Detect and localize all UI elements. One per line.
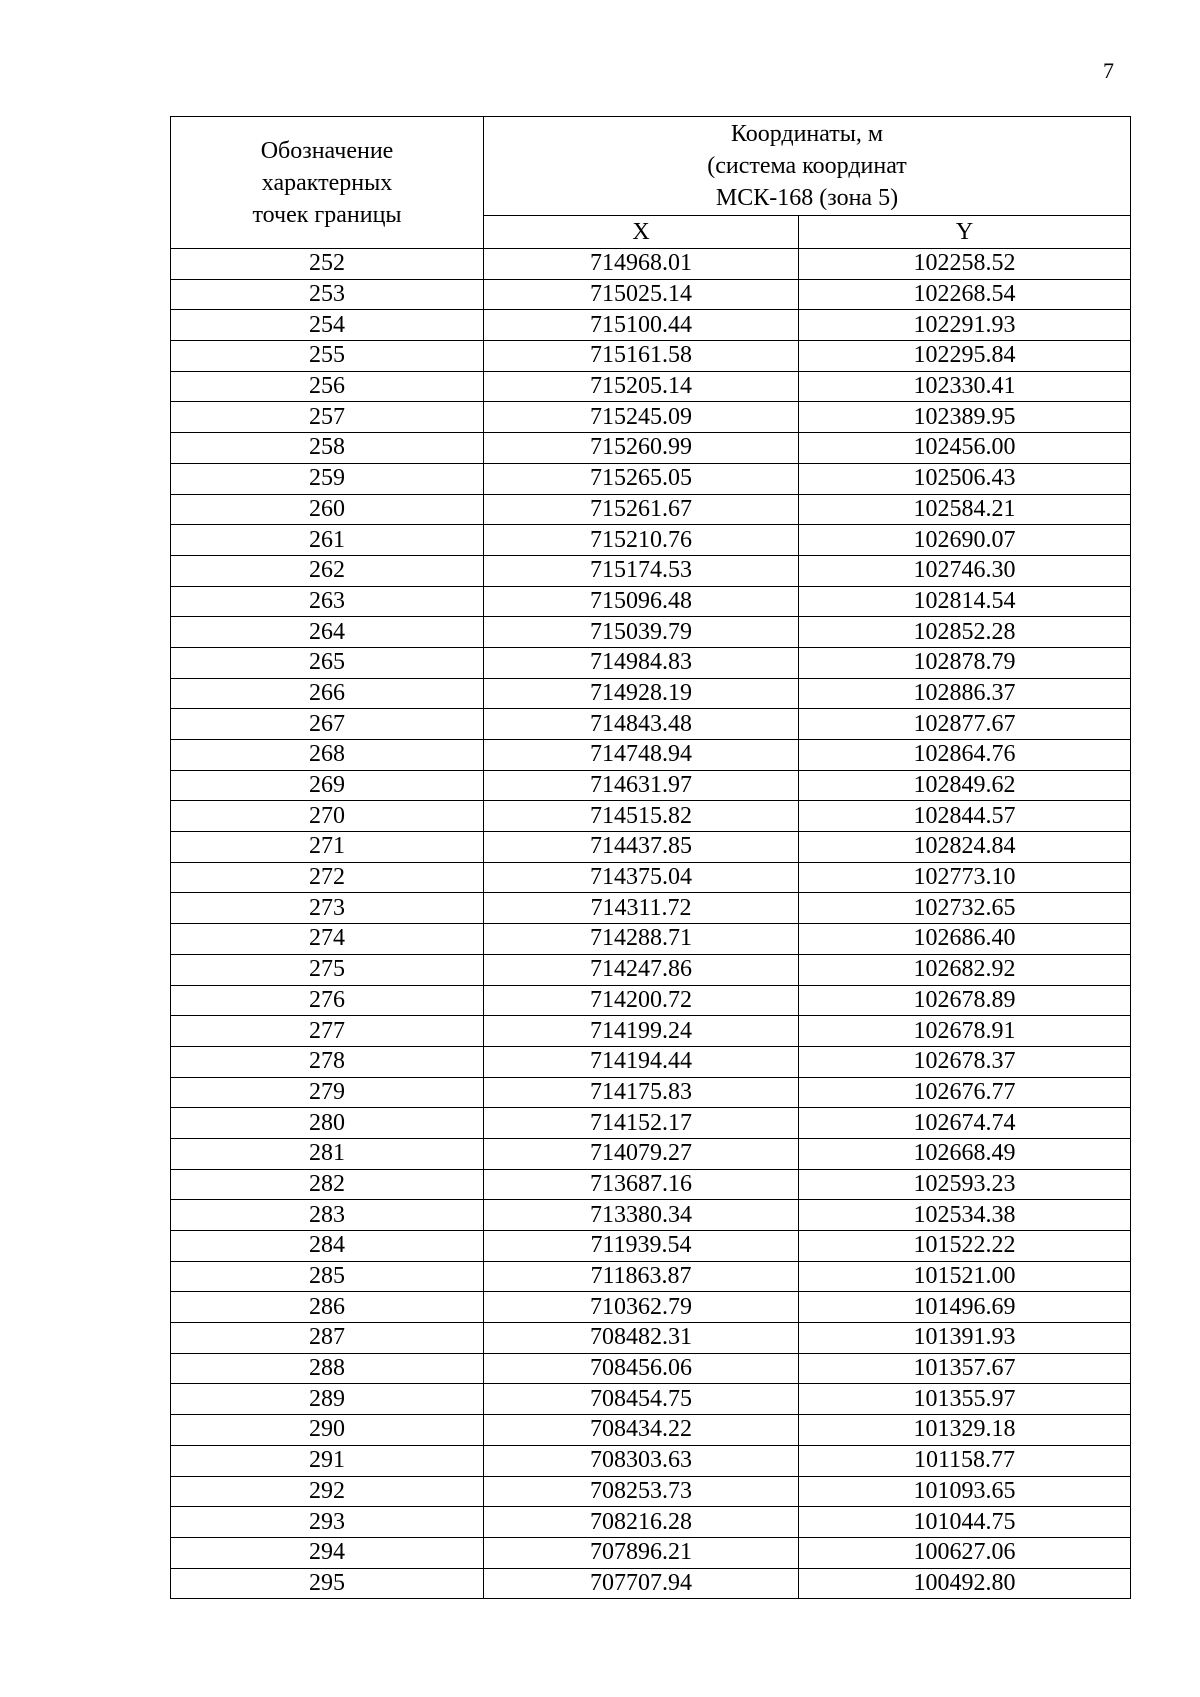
point-cell: 290 bbox=[171, 1415, 484, 1446]
x-coordinate-cell: 708456.06 bbox=[484, 1353, 799, 1384]
point-cell: 266 bbox=[171, 678, 484, 709]
point-cell: 276 bbox=[171, 985, 484, 1016]
y-coordinate-cell: 102773.10 bbox=[799, 862, 1131, 893]
table-row bbox=[171, 525, 1131, 556]
y-coordinate-cell: 102814.54 bbox=[799, 586, 1131, 617]
x-coordinate-cell: 714199.24 bbox=[484, 1016, 799, 1047]
x-coordinate-cell: 715039.79 bbox=[484, 617, 799, 648]
x-coordinate-cell: 714311.72 bbox=[484, 893, 799, 924]
point-header-line: Обозначение bbox=[260, 137, 394, 164]
y-coordinate-cell: 102674.74 bbox=[799, 1108, 1131, 1139]
y-coordinate-cell: 101044.75 bbox=[799, 1507, 1131, 1538]
x-coordinate-cell: 715265.05 bbox=[484, 463, 799, 494]
point-cell: 274 bbox=[171, 924, 484, 955]
boundary-points-table bbox=[170, 116, 1131, 1599]
x-coordinate-cell: 708216.28 bbox=[484, 1507, 799, 1538]
page-number: 7 bbox=[1103, 58, 1114, 83]
x-coordinate-cell: 710362.79 bbox=[484, 1292, 799, 1323]
x-coordinate-cell: 714968.01 bbox=[484, 249, 799, 280]
y-coordinate-cell: 102584.21 bbox=[799, 494, 1131, 525]
point-header-line: характерных bbox=[261, 169, 393, 196]
point-cell: 261 bbox=[171, 525, 484, 556]
y-coordinate-cell: 102678.91 bbox=[799, 1016, 1131, 1047]
y-coordinate-cell: 102678.89 bbox=[799, 985, 1131, 1016]
point-cell: 267 bbox=[171, 709, 484, 740]
point-cell: 254 bbox=[171, 310, 484, 341]
table-row bbox=[171, 494, 1131, 525]
x-coordinate-cell: 711863.87 bbox=[484, 1261, 799, 1292]
x-coordinate-cell: 714748.94 bbox=[484, 740, 799, 771]
point-cell: 295 bbox=[171, 1568, 484, 1599]
table-row bbox=[171, 1537, 1131, 1568]
point-cell: 291 bbox=[171, 1445, 484, 1476]
y-coordinate-cell: 101391.93 bbox=[799, 1323, 1131, 1354]
table-row bbox=[171, 954, 1131, 985]
table-row bbox=[171, 1323, 1131, 1354]
y-coordinate-cell: 101521.00 bbox=[799, 1261, 1131, 1292]
x-coordinate-cell: 707707.94 bbox=[484, 1568, 799, 1599]
coords-header-line: МСК-168 (зона 5) bbox=[715, 185, 899, 211]
x-coordinate-cell: 715174.53 bbox=[484, 555, 799, 586]
table-row bbox=[171, 893, 1131, 924]
x-coordinate-cell: 714984.83 bbox=[484, 647, 799, 678]
y-coordinate-cell: 102268.54 bbox=[799, 279, 1131, 310]
table-row bbox=[171, 1292, 1131, 1323]
x-coordinate-cell: 715245.09 bbox=[484, 402, 799, 433]
point-cell: 263 bbox=[171, 586, 484, 617]
y-coordinate-cell: 102389.95 bbox=[799, 402, 1131, 433]
x-coordinate-cell: 714843.48 bbox=[484, 709, 799, 740]
x-coordinate-cell: 708482.31 bbox=[484, 1323, 799, 1354]
point-cell: 273 bbox=[171, 893, 484, 924]
x-coordinate-cell: 714200.72 bbox=[484, 985, 799, 1016]
x-coordinate-cell: 715260.99 bbox=[484, 433, 799, 464]
y-coordinate-cell: 102878.79 bbox=[799, 647, 1131, 678]
x-coordinate-cell: 708454.75 bbox=[484, 1384, 799, 1415]
point-cell: 289 bbox=[171, 1384, 484, 1415]
y-coordinate-cell: 102330.41 bbox=[799, 371, 1131, 402]
table-row bbox=[171, 1046, 1131, 1077]
table-row bbox=[171, 586, 1131, 617]
x-coordinate-cell: 715096.48 bbox=[484, 586, 799, 617]
y-coordinate-cell: 102844.57 bbox=[799, 801, 1131, 832]
x-coordinate-cell: 714288.71 bbox=[484, 924, 799, 955]
x-coordinate-cell: 714515.82 bbox=[484, 801, 799, 832]
y-column-header: Y bbox=[799, 216, 1131, 249]
x-coordinate-cell: 714928.19 bbox=[484, 678, 799, 709]
coords-header-line: Координаты, м bbox=[730, 121, 884, 147]
point-designation-header bbox=[171, 117, 484, 249]
table-row bbox=[171, 371, 1131, 402]
table-row bbox=[171, 1353, 1131, 1384]
table-row bbox=[171, 862, 1131, 893]
y-coordinate-cell: 102746.30 bbox=[799, 555, 1131, 586]
table-row bbox=[171, 433, 1131, 464]
point-cell: 293 bbox=[171, 1507, 484, 1538]
x-coordinate-cell: 715261.67 bbox=[484, 494, 799, 525]
x-coordinate-cell: 714175.83 bbox=[484, 1077, 799, 1108]
y-coordinate-cell: 100492.80 bbox=[799, 1568, 1131, 1599]
table-row bbox=[171, 617, 1131, 648]
y-coordinate-cell: 101496.69 bbox=[799, 1292, 1131, 1323]
point-cell: 252 bbox=[171, 249, 484, 280]
point-cell: 259 bbox=[171, 463, 484, 494]
y-coordinate-cell: 102593.23 bbox=[799, 1169, 1131, 1200]
point-cell: 287 bbox=[171, 1323, 484, 1354]
table-row bbox=[171, 341, 1131, 372]
table-row bbox=[171, 1445, 1131, 1476]
x-coordinate-cell: 714079.27 bbox=[484, 1138, 799, 1169]
table-row bbox=[171, 740, 1131, 771]
x-coordinate-cell: 708303.63 bbox=[484, 1445, 799, 1476]
x-coordinate-cell: 714152.17 bbox=[484, 1108, 799, 1139]
point-cell: 284 bbox=[171, 1231, 484, 1262]
y-coordinate-cell: 102877.67 bbox=[799, 709, 1131, 740]
table-row bbox=[171, 1169, 1131, 1200]
point-cell: 282 bbox=[171, 1169, 484, 1200]
table-row bbox=[171, 678, 1131, 709]
y-coordinate-cell: 102258.52 bbox=[799, 249, 1131, 280]
point-cell: 271 bbox=[171, 832, 484, 863]
point-cell: 270 bbox=[171, 801, 484, 832]
x-coordinate-cell: 715210.76 bbox=[484, 525, 799, 556]
table-row bbox=[171, 463, 1131, 494]
x-coordinate-cell: 707896.21 bbox=[484, 1537, 799, 1568]
y-coordinate-cell: 102295.84 bbox=[799, 341, 1131, 372]
coordinates-header bbox=[484, 117, 1131, 216]
point-cell: 253 bbox=[171, 279, 484, 310]
point-cell: 257 bbox=[171, 402, 484, 433]
table-row bbox=[171, 1016, 1131, 1047]
point-cell: 272 bbox=[171, 862, 484, 893]
point-cell: 283 bbox=[171, 1200, 484, 1231]
y-coordinate-cell: 101522.22 bbox=[799, 1231, 1131, 1262]
point-cell: 262 bbox=[171, 555, 484, 586]
x-coordinate-cell: 714375.04 bbox=[484, 862, 799, 893]
x-coordinate-cell: 714247.86 bbox=[484, 954, 799, 985]
point-cell: 258 bbox=[171, 433, 484, 464]
y-coordinate-cell: 102668.49 bbox=[799, 1138, 1131, 1169]
y-coordinate-cell: 101093.65 bbox=[799, 1476, 1131, 1507]
y-coordinate-cell: 102886.37 bbox=[799, 678, 1131, 709]
table-row bbox=[171, 555, 1131, 586]
table-row bbox=[171, 1568, 1131, 1599]
x-coordinate-cell: 708253.73 bbox=[484, 1476, 799, 1507]
point-cell: 286 bbox=[171, 1292, 484, 1323]
y-coordinate-cell: 100627.06 bbox=[799, 1537, 1131, 1568]
point-cell: 278 bbox=[171, 1046, 484, 1077]
x-coordinate-cell: 708434.22 bbox=[484, 1415, 799, 1446]
point-cell: 280 bbox=[171, 1108, 484, 1139]
y-coordinate-cell: 102678.37 bbox=[799, 1046, 1131, 1077]
y-coordinate-cell: 102291.93 bbox=[799, 310, 1131, 341]
table-row bbox=[171, 647, 1131, 678]
y-coordinate-cell: 102534.38 bbox=[799, 1200, 1131, 1231]
x-coordinate-cell: 714194.44 bbox=[484, 1046, 799, 1077]
table-row bbox=[171, 1108, 1131, 1139]
y-coordinate-cell: 102682.92 bbox=[799, 954, 1131, 985]
coords-header-line: (система координат bbox=[707, 153, 907, 179]
table-row bbox=[171, 770, 1131, 801]
x-coordinate-cell: 715100.44 bbox=[484, 310, 799, 341]
point-cell: 285 bbox=[171, 1261, 484, 1292]
y-coordinate-cell: 102676.77 bbox=[799, 1077, 1131, 1108]
table-row bbox=[171, 310, 1131, 341]
point-cell: 294 bbox=[171, 1537, 484, 1568]
x-coordinate-cell: 714631.97 bbox=[484, 770, 799, 801]
x-coordinate-cell: 715161.58 bbox=[484, 341, 799, 372]
table-row bbox=[171, 1415, 1131, 1446]
point-cell: 275 bbox=[171, 954, 484, 985]
y-coordinate-cell: 102824.84 bbox=[799, 832, 1131, 863]
point-cell: 277 bbox=[171, 1016, 484, 1047]
x-column-header: X bbox=[484, 216, 799, 249]
table-row bbox=[171, 1384, 1131, 1415]
table-row bbox=[171, 1476, 1131, 1507]
point-cell: 288 bbox=[171, 1353, 484, 1384]
point-cell: 255 bbox=[171, 341, 484, 372]
y-coordinate-cell: 101355.97 bbox=[799, 1384, 1131, 1415]
x-coordinate-cell: 715025.14 bbox=[484, 279, 799, 310]
y-coordinate-cell: 102864.76 bbox=[799, 740, 1131, 771]
table-row bbox=[171, 249, 1131, 280]
y-coordinate-cell: 101329.18 bbox=[799, 1415, 1131, 1446]
y-coordinate-cell: 102852.28 bbox=[799, 617, 1131, 648]
x-coordinate-cell: 711939.54 bbox=[484, 1231, 799, 1262]
point-cell: 260 bbox=[171, 494, 484, 525]
y-coordinate-cell: 102690.07 bbox=[799, 525, 1131, 556]
point-cell: 292 bbox=[171, 1476, 484, 1507]
table-row bbox=[171, 801, 1131, 832]
table-row bbox=[171, 1261, 1131, 1292]
y-coordinate-cell: 102456.00 bbox=[799, 433, 1131, 464]
x-coordinate-cell: 713687.16 bbox=[484, 1169, 799, 1200]
table-header bbox=[171, 117, 1131, 249]
table-row bbox=[171, 985, 1131, 1016]
y-coordinate-cell: 101158.77 bbox=[799, 1445, 1131, 1476]
y-coordinate-cell: 102686.40 bbox=[799, 924, 1131, 955]
x-coordinate-cell: 714437.85 bbox=[484, 832, 799, 863]
x-coordinate-cell: 713380.34 bbox=[484, 1200, 799, 1231]
table-body bbox=[171, 249, 1131, 1599]
table-row bbox=[171, 1077, 1131, 1108]
point-cell: 279 bbox=[171, 1077, 484, 1108]
table-row bbox=[171, 832, 1131, 863]
point-cell: 268 bbox=[171, 740, 484, 771]
y-coordinate-cell: 101357.67 bbox=[799, 1353, 1131, 1384]
table-row bbox=[171, 1507, 1131, 1538]
x-coordinate-cell: 715205.14 bbox=[484, 371, 799, 402]
point-cell: 265 bbox=[171, 647, 484, 678]
table-row bbox=[171, 1231, 1131, 1262]
table-row bbox=[171, 924, 1131, 955]
table-row bbox=[171, 709, 1131, 740]
point-cell: 256 bbox=[171, 371, 484, 402]
table-row bbox=[171, 279, 1131, 310]
point-cell: 281 bbox=[171, 1138, 484, 1169]
point-header-line: точек границы bbox=[252, 201, 402, 228]
y-coordinate-cell: 102849.62 bbox=[799, 770, 1131, 801]
table-row bbox=[171, 402, 1131, 433]
point-cell: 269 bbox=[171, 770, 484, 801]
point-cell: 264 bbox=[171, 617, 484, 648]
table-row bbox=[171, 1138, 1131, 1169]
y-coordinate-cell: 102506.43 bbox=[799, 463, 1131, 494]
table-row bbox=[171, 1200, 1131, 1231]
y-coordinate-cell: 102732.65 bbox=[799, 893, 1131, 924]
